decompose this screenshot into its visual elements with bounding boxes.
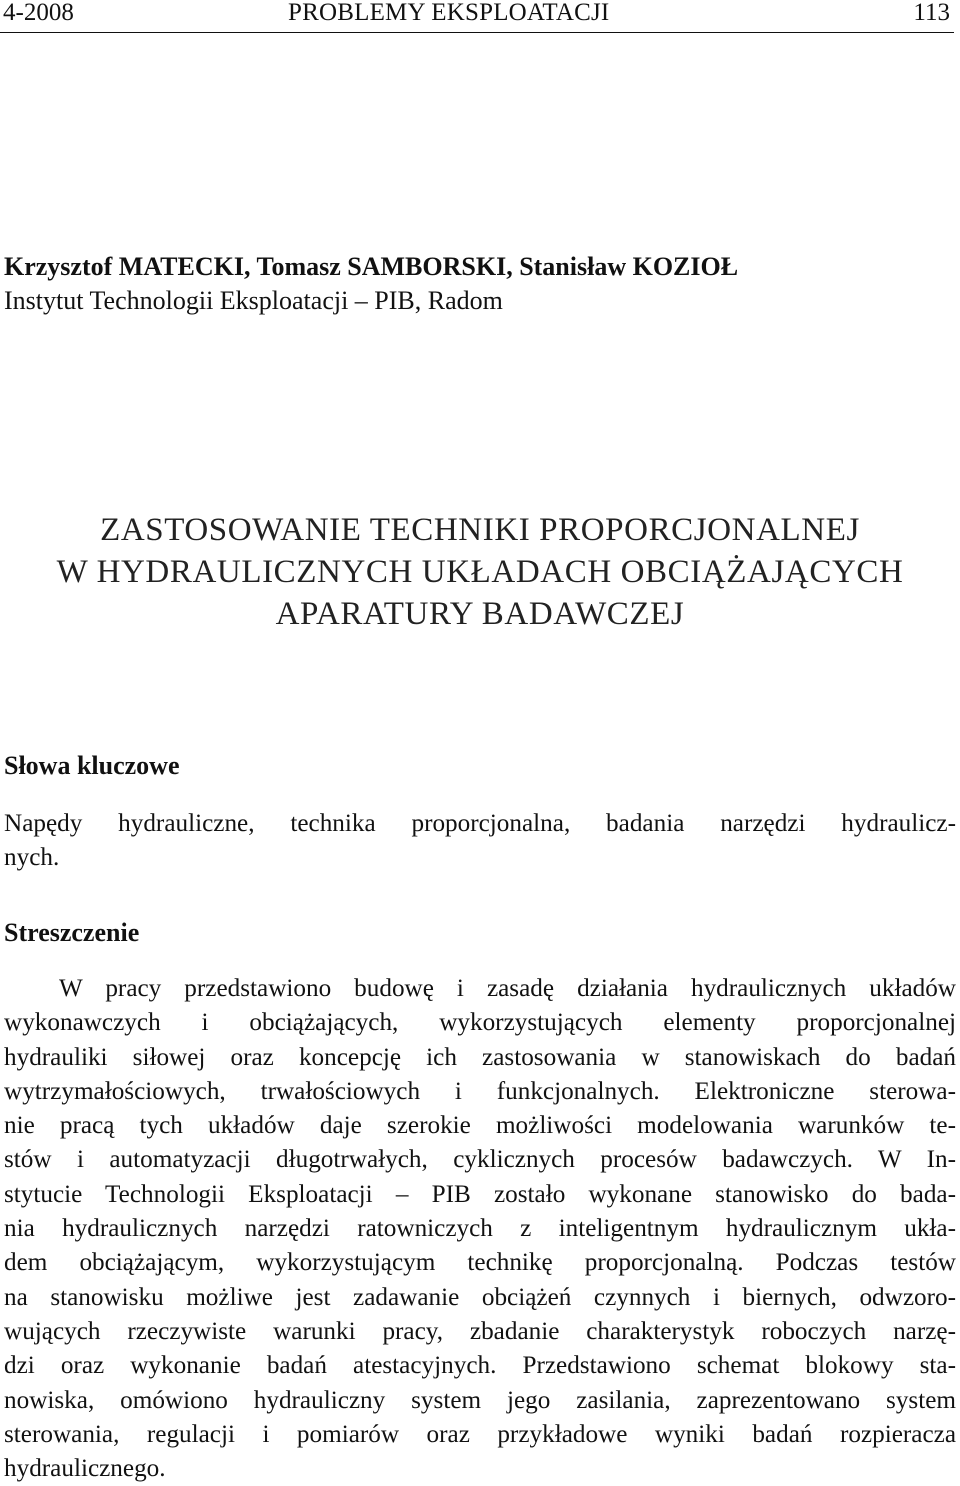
title-line-1: ZASTOSOWANIE TECHNIKI PROPORCJONALNEJ <box>100 512 860 548</box>
abstract-line: stów i automatyzacji długotrwałych, cyklicznych procesów badawczych. W In- <box>4 1146 956 1174</box>
issue-number: 4-2008 <box>3 0 74 26</box>
running-header <box>0 0 954 33</box>
abstract-line: wytrzymałościowych, trwałościowych i funkcjonalnych. Elektroniczne sterowa- <box>4 1077 956 1105</box>
abstract-line: nie pracą tych układów daje szerokie możliwości modelowania warunków te- <box>4 1112 956 1140</box>
keywords-line: nych. <box>4 844 60 872</box>
keywords-heading: Słowa kluczowe <box>4 751 180 780</box>
abstract-line: wujących rzeczywiste warunki pracy, zbadanie charakterystyk roboczych narzę- <box>4 1317 956 1345</box>
abstract-text <box>4 972 956 1486</box>
abstract-heading: Streszczenie <box>4 918 140 947</box>
journal-name: PROBLEMY EKSPLOATACJI <box>288 0 610 26</box>
keywords-line: Napędy hydrauliczne, technika proporcjonalna, badania narzędzi hydraulicz- <box>4 810 956 837</box>
abstract-line: wykonawczych i obciążających, wykorzystujących elementy proporcjonalnej <box>4 1009 956 1037</box>
abstract-line: hydraulicznego. <box>4 1455 166 1483</box>
abstract-line: nia hydraulicznych narzędzi ratowniczych z inteligentnym hydraulicznym ukła- <box>4 1215 956 1243</box>
abstract-line: sterowania, regulacji i pomiarów oraz przykładowe wyniki badań rozpieracza <box>4 1420 956 1448</box>
authors: Krzysztof MATECKI, Tomasz SAMBORSKI, Stanisław KOZIOŁ <box>4 252 739 281</box>
title-line-3: APARATURY BADAWCZEJ <box>275 596 685 632</box>
keywords-text <box>4 807 956 876</box>
abstract-line: dem obciążającym, wykorzystującym technikę proporcjonalną. Podczas testów <box>4 1249 956 1277</box>
abstract-line: dzi oraz wykonanie badań atestacyjnych. Przedstawiono schemat blokowy sta- <box>4 1352 956 1380</box>
abstract-line: na stanowisku możliwe jest zadawanie obciążeń czynnych i biernych, odwzoro- <box>4 1283 956 1311</box>
abstract-line: nowiska, omówiono hydrauliczny system jego zasilania, zaprezentowano system <box>4 1386 956 1414</box>
page-number: 113 <box>913 0 950 26</box>
title-line-2: W HYDRAULICZNYCH UKŁADACH OBCIĄŻAJĄCYCH <box>56 554 904 590</box>
paper-title <box>0 509 960 635</box>
abstract-line: hydrauliki siłowej oraz koncepcję ich zastosowania w stanowiskach do badań <box>4 1043 956 1071</box>
affiliation: Instytut Technologii Eksploatacji – PIB, Radom <box>4 286 503 315</box>
abstract-line: W pracy przedstawiono budowę i zasadę działania hydraulicznych układów <box>59 975 956 1002</box>
abstract-line: stytucie Technologii Eksploatacji – PIB zostało wykonane stanowisko do bada- <box>4 1180 956 1208</box>
